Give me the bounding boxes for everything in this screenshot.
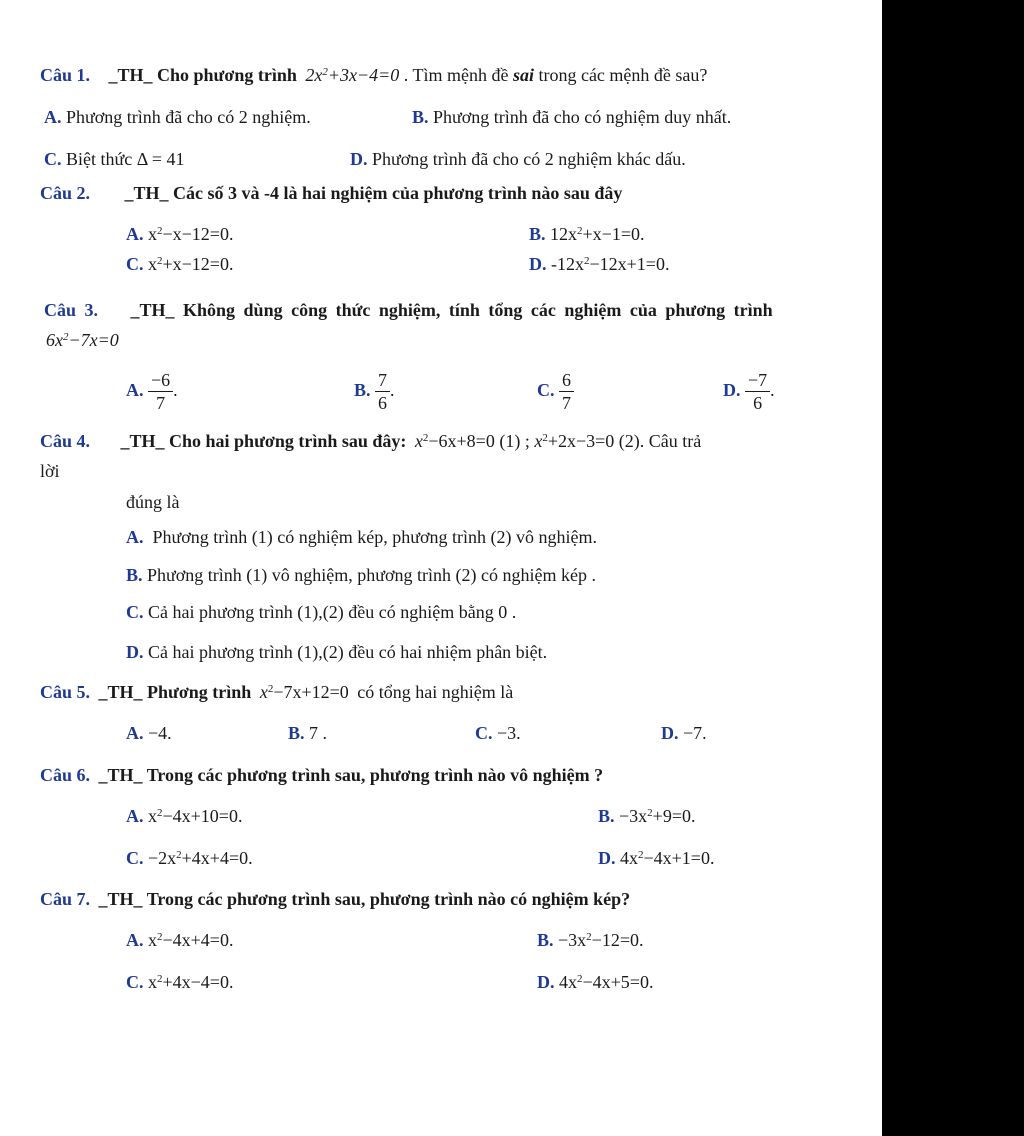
question-3-stem: Câu 3. _TH_ Không dùng công thức nghiệm, tính tổng các nghiệm của phương trình — [44, 300, 773, 320]
question-6-label: Câu 6. — [40, 765, 91, 785]
q3-option-c[interactable]: C. $\frac{6}{7}$ — [537, 366, 574, 414]
q4-option-d[interactable]: D. Cả hai phương trình (1),(2) đều có hai nhiệm phân biệt. — [126, 642, 548, 662]
question-4-stem-line-3: đúng là — [126, 492, 180, 512]
q4-option-b[interactable]: B. Phương trình (1) vô nghiệm, phương trình (2) có nghiệm kép . — [126, 565, 597, 585]
q3-option-b[interactable]: B. $\frac{7}{6}$ . — [354, 370, 395, 414]
q6-option-b[interactable]: B. $-3x^2+9=0$. — [598, 806, 696, 826]
q7-option-d[interactable]: D. $4x^2-4x+5=0$. — [537, 972, 654, 992]
q2-option-a[interactable]: A. $x^2-x-12=0$. — [126, 224, 234, 244]
question-5-label: Câu 5. — [40, 682, 91, 702]
q1-option-b[interactable]: B. Phương trình đã cho có nghiệm duy nhất. — [412, 107, 732, 127]
question-4-stem-line-2: lời — [40, 461, 60, 481]
question-4-stem: Câu 4. _TH_ Cho hai phương trình sau đây: $x^2-6x+8=0$ (1) ; $x^2+2x-3=0$ (2). Câu trả — [40, 431, 702, 451]
q5-option-d[interactable]: D. −7. — [661, 723, 707, 743]
q1-option-c[interactable]: C. Biệt thức Δ = 41 — [44, 149, 185, 169]
question-5-equation: $x^2-7x+12=0$ — [259, 682, 349, 702]
question-3-label: Câu 3. — [44, 300, 99, 320]
question-1-equation: $2x^2+3x-4=0$ — [305, 65, 400, 85]
q5-option-b[interactable]: B. 7 . — [288, 723, 328, 743]
q2-option-b[interactable]: B. $12x^2+x-1=0$. — [529, 224, 645, 244]
q5-option-a[interactable]: A. −4. — [126, 723, 172, 743]
q6-option-c[interactable]: C. $-2x^2+4x+4=0$. — [126, 848, 253, 868]
q4-option-a[interactable]: A. Phương trình (1) có nghiệm kép, phương trình (2) vô nghiệm. — [126, 527, 597, 547]
q3-option-a[interactable]: A. $\frac{-6}{7}$ . — [126, 370, 178, 414]
q6-option-d[interactable]: D. $4x^2-4x+1=0$. — [598, 848, 715, 868]
black-side-panel — [882, 0, 1024, 1136]
question-1-label: Câu 1. — [40, 65, 91, 85]
q7-option-b[interactable]: B. $-3x^2-12=0$. — [537, 930, 644, 950]
q1-option-a[interactable]: A. Phương trình đã cho có 2 nghiệm. — [44, 107, 311, 127]
question-4-equation-2: $x^2+2x-3=0$ (2). Câu trả — [534, 431, 702, 451]
q5-option-c[interactable]: C. −3. — [475, 723, 521, 743]
q6-option-a[interactable]: A. $x^2-4x+10=0$. — [126, 806, 243, 826]
question-2-stem: Câu 2. _TH_ Các số 3 và -4 là hai nghiệm của phương trình nào sau đây — [40, 183, 623, 203]
q3-option-d[interactable]: D. $\frac{-7}{6}$ . — [723, 370, 775, 414]
q7-option-c[interactable]: C. $x^2+4x-4=0$. — [126, 972, 234, 992]
q2-option-c[interactable]: C. $x^2+x-12=0$. — [126, 254, 234, 274]
q4-option-c[interactable]: C. Cả hai phương trình (1),(2) đều có nghiệm bằng 0 . — [126, 602, 517, 622]
question-7-label: Câu 7. — [40, 889, 91, 909]
q1-option-d[interactable]: D. Phương trình đã cho có 2 nghiệm khác dấu. — [350, 149, 686, 169]
question-7-stem: Câu 7. _TH_ Trong các phương trình sau, phương trình nào có nghiệm kép? — [40, 889, 631, 909]
q7-option-a[interactable]: A. $x^2-4x+4=0$. — [126, 930, 234, 950]
question-1-stem: Câu 1. _TH_ Cho phương trình $2x^2+3x-4=0$ . Tìm mệnh đề sai trong các mệnh đề sau? — [40, 65, 708, 85]
question-6-stem: Câu 6. _TH_ Trong các phương trình sau, phương trình nào vô nghiệm ? — [40, 765, 604, 785]
question-2-label: Câu 2. — [40, 183, 91, 203]
question-5-stem: Câu 5. _TH_ Phương trình $x^2-7x+12=0$ có tổng hai nghiệm là — [40, 682, 514, 702]
question-4-label: Câu 4. — [40, 431, 91, 451]
question-4-equation-1: $x^2-6x+8=0$ (1) ; — [414, 431, 530, 451]
q2-option-d[interactable]: D. $-12x^2-12x+1=0$. — [529, 254, 670, 274]
question-3-equation: $6x^2-7x=0$ — [46, 330, 119, 350]
